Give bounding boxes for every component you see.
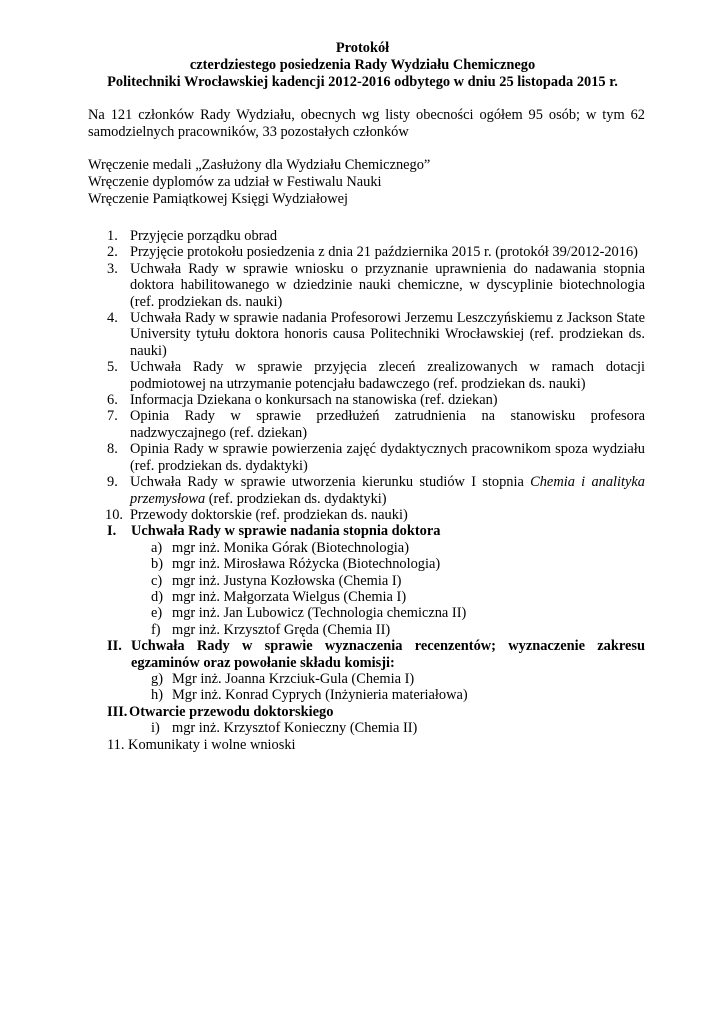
item-text: mgr inż. Monika Górak (Biotechnologia)	[172, 539, 409, 556]
agenda-item	[0, 474, 725, 507]
item-letter: h)	[151, 687, 163, 704]
agenda-list	[0, 228, 725, 753]
attendance-paragraph: Na 121 członków Rady Wydziału, obecnych wg listy obecności ogółem 95 osób; w tym 62 samodzielnych pracowników, 33 pozostałych członków	[88, 107, 645, 140]
item-letter: f)	[151, 621, 161, 638]
item-text: mgr inż. Mirosława Różycka (Biotechnologia)	[172, 556, 441, 573]
item-letter: c)	[151, 572, 163, 589]
award-line: Wręczenie dyplomów za udział w Festiwalu Nauki	[88, 174, 382, 190]
item-text: mgr inż. Małgorzata Wielgus (Chemia I)	[172, 588, 407, 605]
agenda-number: 3.	[107, 260, 118, 277]
item-letter: b)	[151, 556, 163, 573]
agenda-item	[0, 408, 725, 441]
agenda-text-part: (ref. prodziekan ds. dydaktyki)	[205, 490, 387, 507]
agenda-text: Informacja Dziekana o konkursach na stanowiska (ref. dziekan)	[130, 392, 498, 409]
program-name: Chemia i analityka przemysłowa	[130, 474, 646, 507]
section-title: Uchwała Rady w sprawie nadania stopnia doktora	[131, 523, 441, 540]
item-letter: a)	[151, 539, 163, 556]
list-item	[0, 605, 725, 621]
agenda-item	[0, 310, 725, 359]
agenda-text: Opinia Rady w sprawie przedłużeń zatrudnienia na stanowisku profesora nadzwyczajnego (ref. dziekan)	[130, 408, 645, 441]
awards-list	[88, 157, 430, 208]
section-heading	[0, 523, 725, 539]
item-letter: i)	[151, 720, 160, 737]
item-text: Mgr inż. Konrad Cyprych (Inżynieria materiałowa)	[172, 687, 468, 704]
list-item	[0, 589, 725, 605]
agenda-text: Uchwała Rady w sprawie wniosku o przyznanie uprawnienia do nadawania stopnia doktora habilitowanego w dziedzinie nauki chemiczne, w dyscyplinie biotechnologia (ref. prodziekan ds. nauki)	[130, 260, 645, 310]
item-text: Mgr inż. Joanna Krzciuk-Gula (Chemia I)	[172, 670, 415, 687]
agenda-text: Przewody doktorskie (ref. prodziekan ds. nauki)	[130, 506, 408, 523]
agenda-item-final: 11. Komunikaty i wolne wnioski	[107, 736, 296, 753]
agenda-text-part: Uchwała Rady w sprawie utworzenia kierunku studiów I stopnia	[130, 474, 531, 491]
title-line-3: Politechniki Wrocławskiej kadencji 2012-2016 odbytego w dniu 25 listopada 2015 r.	[107, 74, 618, 90]
agenda-text: Przyjęcie protokołu posiedzenia z dnia 21 października 2015 r. (protokół 39/2012-2016)	[130, 244, 638, 261]
item-letter: d)	[151, 588, 163, 605]
agenda-number: 9.	[107, 474, 118, 491]
item-text: mgr inż. Jan Lubowicz (Technologia chemiczna II)	[172, 605, 467, 622]
title-line-1: Protokół	[335, 40, 390, 56]
agenda-item	[0, 441, 725, 474]
agenda-number: 8.	[107, 441, 118, 458]
agenda-item	[0, 359, 725, 392]
section-title: Uchwała Rady w sprawie wyznaczenia recenzentów; wyznaczenie zakresu egzaminów oraz powołanie składu komisji:	[131, 638, 645, 671]
agenda-number: 6.	[107, 392, 118, 409]
award-line: Wręczenie medali „Zasłużony dla Wydziału Chemicznego”	[88, 157, 431, 173]
agenda-number: 7.	[107, 408, 118, 425]
section-heading	[0, 638, 725, 671]
agenda-text: Uchwała Rady w sprawie przyjęcia zleceń zrealizowanych w ramach dotacji podmiotowej na utrzymanie potencjału badawczego (ref. prodziekan ds. nauki)	[130, 359, 645, 392]
list-item	[0, 671, 725, 687]
section-title: Otwarcie przewodu doktorskiego	[129, 703, 334, 720]
list-item	[0, 573, 725, 589]
agenda-item	[0, 261, 725, 310]
agenda-number: 10.	[105, 506, 123, 523]
document-title	[0, 40, 725, 91]
list-item	[0, 556, 725, 572]
agenda-text	[130, 474, 645, 507]
item-letter: g)	[151, 670, 163, 687]
agenda-number: 5.	[107, 359, 118, 376]
agenda-number: 2.	[107, 244, 118, 261]
agenda-item	[0, 244, 725, 260]
agenda-number: 1.	[107, 228, 118, 244]
title-line-2: czterdziestego posiedzenia Rady Wydziału Chemicznego	[189, 57, 536, 73]
section-number: III.	[107, 703, 128, 720]
list-item	[0, 720, 725, 736]
agenda-item	[0, 507, 725, 523]
section-number: I.	[107, 523, 117, 540]
list-item	[0, 540, 725, 556]
list-item	[0, 687, 725, 703]
agenda-text: Uchwała Rady w sprawie nadania Profesorowi Jerzemu Leszczyńskiemu z Jackson State University tytułu doktora honoris causa Politechniki Wrocławskiej (ref. prodziekan ds. nauki)	[130, 310, 645, 359]
item-text: mgr inż. Krzysztof Konieczny (Chemia II)	[172, 720, 418, 737]
agenda-item	[0, 228, 725, 244]
section-number: II.	[107, 638, 122, 655]
item-text: mgr inż. Justyna Kozłowska (Chemia I)	[172, 572, 402, 589]
item-text: mgr inż. Krzysztof Gręda (Chemia II)	[172, 621, 391, 638]
section-heading	[0, 704, 725, 720]
agenda-text: Opinia Rady w sprawie powierzenia zajęć dydaktycznych pracownikom spoza wydziału (ref. prodziekan ds. dydaktyki)	[130, 441, 645, 474]
award-line: Wręczenie Pamiątkowej Księgi Wydziałowej	[88, 191, 349, 207]
agenda-number: 4.	[107, 310, 118, 327]
agenda-text: Przyjęcie porządku obrad	[130, 228, 278, 244]
item-letter: e)	[151, 605, 163, 622]
agenda-item	[0, 392, 725, 408]
list-item	[0, 622, 725, 638]
